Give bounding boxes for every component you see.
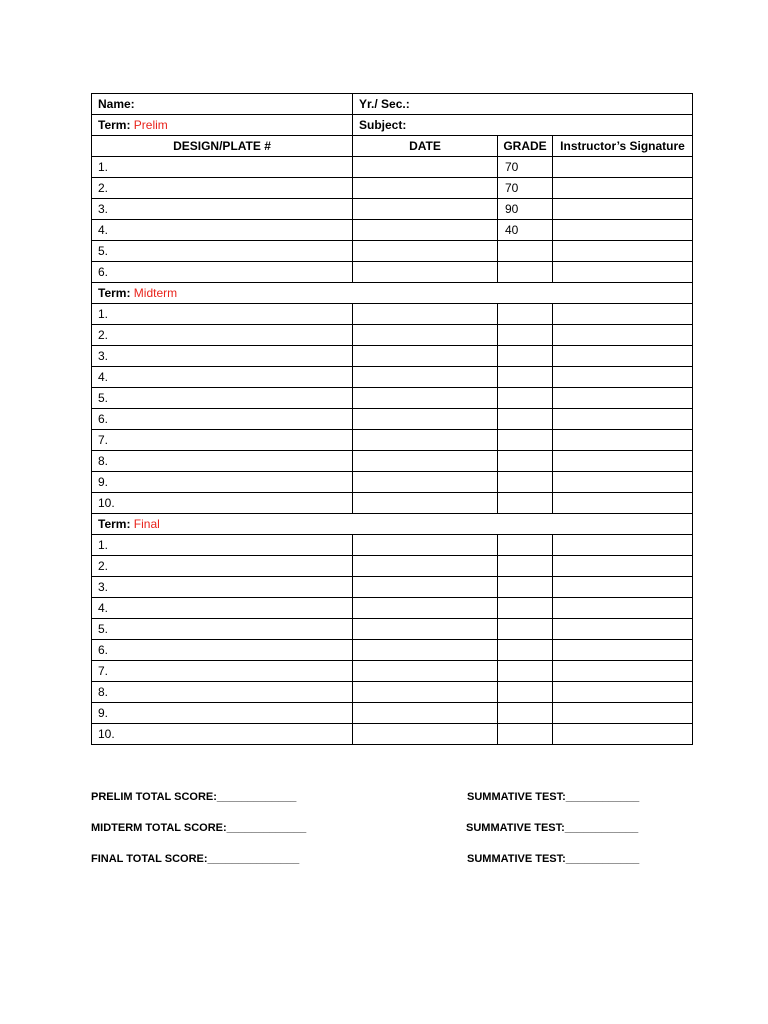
name-label: Name: <box>98 97 135 111</box>
grade-cell[interactable] <box>498 388 553 409</box>
instructor-signature-cell[interactable] <box>553 220 693 241</box>
instructor-signature-cell[interactable] <box>553 724 693 745</box>
design-plate-cell[interactable]: 2. <box>92 556 353 577</box>
design-plate-cell[interactable]: 8. <box>92 682 353 703</box>
grade-cell[interactable]: 40 <box>498 220 553 241</box>
instructor-signature-cell[interactable] <box>553 157 693 178</box>
design-plate-cell[interactable]: 6. <box>92 409 353 430</box>
date-cell[interactable] <box>353 556 498 577</box>
instructor-signature-cell[interactable] <box>553 178 693 199</box>
term-prelim-cell <box>92 115 353 136</box>
date-cell[interactable] <box>353 472 498 493</box>
instructor-signature-cell[interactable] <box>553 241 693 262</box>
column-header-grade: GRADE <box>498 136 553 157</box>
column-header-row <box>92 136 693 157</box>
table-row <box>92 325 693 346</box>
table-row <box>92 577 693 598</box>
table-row <box>92 199 693 220</box>
date-cell[interactable] <box>353 178 498 199</box>
table-row <box>92 241 693 262</box>
date-cell[interactable] <box>353 682 498 703</box>
date-cell[interactable] <box>353 535 498 556</box>
table-row <box>92 472 693 493</box>
design-plate-cell[interactable]: 4. <box>92 367 353 388</box>
grade-sheet-body <box>92 94 693 745</box>
grade-cell[interactable] <box>498 640 553 661</box>
date-cell[interactable] <box>353 451 498 472</box>
instructor-signature-cell[interactable] <box>553 388 693 409</box>
term-header-cell <box>92 283 693 304</box>
instructor-signature-cell[interactable] <box>553 325 693 346</box>
grade-cell[interactable] <box>498 241 553 262</box>
summative-test-midterm: SUMMATIVE TEST:____________ <box>466 822 639 834</box>
grade-cell[interactable] <box>498 262 553 283</box>
design-plate-cell[interactable]: 5. <box>92 619 353 640</box>
grade-cell[interactable] <box>498 661 553 682</box>
table-row <box>92 535 693 556</box>
table-row <box>92 703 693 724</box>
design-plate-cell[interactable]: 5. <box>92 388 353 409</box>
design-plate-cell[interactable]: 5. <box>92 241 353 262</box>
date-cell[interactable] <box>353 661 498 682</box>
grade-cell[interactable] <box>498 682 553 703</box>
table-row <box>92 619 693 640</box>
instructor-signature-cell[interactable] <box>553 367 693 388</box>
table-row <box>92 388 693 409</box>
instructor-signature-cell[interactable] <box>553 661 693 682</box>
grade-cell[interactable] <box>498 451 553 472</box>
date-cell[interactable] <box>353 430 498 451</box>
design-plate-cell[interactable]: 4. <box>92 220 353 241</box>
grade-cell[interactable] <box>498 304 553 325</box>
grade-cell[interactable] <box>498 346 553 367</box>
term-label: Term: <box>98 517 131 531</box>
design-plate-cell[interactable]: 2. <box>92 178 353 199</box>
term-subject-row <box>92 115 693 136</box>
table-row <box>92 493 693 514</box>
instructor-signature-cell[interactable] <box>553 493 693 514</box>
grade-cell[interactable] <box>498 598 553 619</box>
subject-field[interactable] <box>353 115 693 136</box>
instructor-signature-cell[interactable] <box>553 703 693 724</box>
grade-cell[interactable] <box>498 724 553 745</box>
instructor-signature-cell[interactable] <box>553 535 693 556</box>
grade-cell[interactable] <box>498 493 553 514</box>
design-plate-cell[interactable]: 7. <box>92 430 353 451</box>
table-row <box>92 640 693 661</box>
design-plate-cell[interactable]: 1. <box>92 535 353 556</box>
design-plate-cell[interactable]: 3. <box>92 346 353 367</box>
design-plate-cell[interactable]: 7. <box>92 661 353 682</box>
grade-cell[interactable] <box>498 430 553 451</box>
instructor-signature-cell[interactable] <box>553 430 693 451</box>
instructor-signature-cell[interactable] <box>553 682 693 703</box>
instructor-signature-cell[interactable] <box>553 472 693 493</box>
date-cell[interactable] <box>353 388 498 409</box>
date-cell[interactable] <box>353 304 498 325</box>
summative-test-final: SUMMATIVE TEST:____________ <box>467 853 640 865</box>
date-cell[interactable] <box>353 493 498 514</box>
instructor-signature-cell[interactable] <box>553 199 693 220</box>
table-row <box>92 451 693 472</box>
instructor-signature-cell[interactable] <box>553 262 693 283</box>
name-field[interactable] <box>92 94 353 115</box>
design-plate-cell[interactable]: 9. <box>92 472 353 493</box>
date-cell[interactable] <box>353 367 498 388</box>
table-row <box>92 367 693 388</box>
design-plate-cell[interactable]: 10. <box>92 493 353 514</box>
date-cell[interactable] <box>353 724 498 745</box>
column-header-design-plate: DESIGN/PLATE # <box>92 136 353 157</box>
instructor-signature-cell[interactable] <box>553 577 693 598</box>
date-cell[interactable] <box>353 598 498 619</box>
design-plate-cell[interactable]: 8. <box>92 451 353 472</box>
design-plate-cell[interactable]: 2. <box>92 325 353 346</box>
table-row <box>92 178 693 199</box>
midterm-total-score: MIDTERM TOTAL SCORE:_____________ <box>91 822 307 834</box>
date-cell[interactable] <box>353 619 498 640</box>
column-header-instructor-signature: Instructor’s Signature <box>553 136 693 157</box>
design-plate-cell[interactable]: 4. <box>92 598 353 619</box>
term-header-row <box>92 283 693 304</box>
grade-cell[interactable]: 70 <box>498 157 553 178</box>
grade-cell[interactable] <box>498 409 553 430</box>
instructor-signature-cell[interactable] <box>553 304 693 325</box>
date-cell[interactable] <box>353 703 498 724</box>
table-row <box>92 598 693 619</box>
date-cell[interactable] <box>353 409 498 430</box>
grade-sheet-table <box>91 93 693 745</box>
table-row <box>92 556 693 577</box>
grade-cell[interactable] <box>498 619 553 640</box>
grade-cell[interactable] <box>498 703 553 724</box>
date-cell[interactable] <box>353 241 498 262</box>
date-cell[interactable] <box>353 640 498 661</box>
date-cell[interactable] <box>353 577 498 598</box>
grade-cell[interactable] <box>498 472 553 493</box>
table-row <box>92 682 693 703</box>
table-row <box>92 304 693 325</box>
table-row <box>92 409 693 430</box>
instructor-signature-cell[interactable] <box>553 409 693 430</box>
design-plate-cell[interactable]: 3. <box>92 199 353 220</box>
instructor-signature-cell[interactable] <box>553 598 693 619</box>
design-plate-cell[interactable]: 6. <box>92 640 353 661</box>
design-plate-cell[interactable]: 1. <box>92 304 353 325</box>
design-plate-cell[interactable]: 9. <box>92 703 353 724</box>
column-header-date: DATE <box>353 136 498 157</box>
date-cell[interactable] <box>353 199 498 220</box>
term-label: Term: <box>98 286 131 300</box>
term-header-cell <box>92 514 693 535</box>
prelim-total-score: PRELIM TOTAL SCORE:_____________ <box>91 791 297 803</box>
instructor-signature-cell[interactable] <box>553 640 693 661</box>
yr-sec-label: Yr./ Sec.: <box>359 97 410 111</box>
term-header-row <box>92 514 693 535</box>
date-cell[interactable] <box>353 262 498 283</box>
grade-cell[interactable] <box>498 556 553 577</box>
design-plate-cell[interactable]: 10. <box>92 724 353 745</box>
term-label: Term: <box>98 118 131 132</box>
final-total-score: FINAL TOTAL SCORE:_______________ <box>91 853 300 865</box>
term-name-final: Final <box>133 517 160 531</box>
name-row <box>92 94 693 115</box>
summative-test-prelim: SUMMATIVE TEST:____________ <box>467 791 640 803</box>
date-cell[interactable] <box>353 346 498 367</box>
date-cell[interactable] <box>353 157 498 178</box>
design-plate-cell[interactable]: 6. <box>92 262 353 283</box>
subject-label: Subject: <box>359 118 407 132</box>
date-cell[interactable] <box>353 220 498 241</box>
table-row <box>92 262 693 283</box>
instructor-signature-cell[interactable] <box>553 556 693 577</box>
instructor-signature-cell[interactable] <box>553 346 693 367</box>
yr-sec-field[interactable] <box>353 94 693 115</box>
table-row <box>92 661 693 682</box>
table-row <box>92 430 693 451</box>
grade-cell[interactable] <box>498 535 553 556</box>
term-name-midterm: Midterm <box>133 286 178 300</box>
table-row <box>92 724 693 745</box>
table-row <box>92 346 693 367</box>
grade-cell[interactable]: 70 <box>498 178 553 199</box>
design-plate-cell[interactable]: 1. <box>92 157 353 178</box>
grade-cell[interactable] <box>498 367 553 388</box>
grade-cell[interactable]: 90 <box>498 199 553 220</box>
instructor-signature-cell[interactable] <box>553 619 693 640</box>
grade-cell[interactable] <box>498 325 553 346</box>
instructor-signature-cell[interactable] <box>553 451 693 472</box>
design-plate-cell[interactable]: 3. <box>92 577 353 598</box>
grade-cell[interactable] <box>498 577 553 598</box>
date-cell[interactable] <box>353 325 498 346</box>
table-row <box>92 157 693 178</box>
table-row <box>92 220 693 241</box>
term-name-prelim: Prelim <box>133 118 168 132</box>
